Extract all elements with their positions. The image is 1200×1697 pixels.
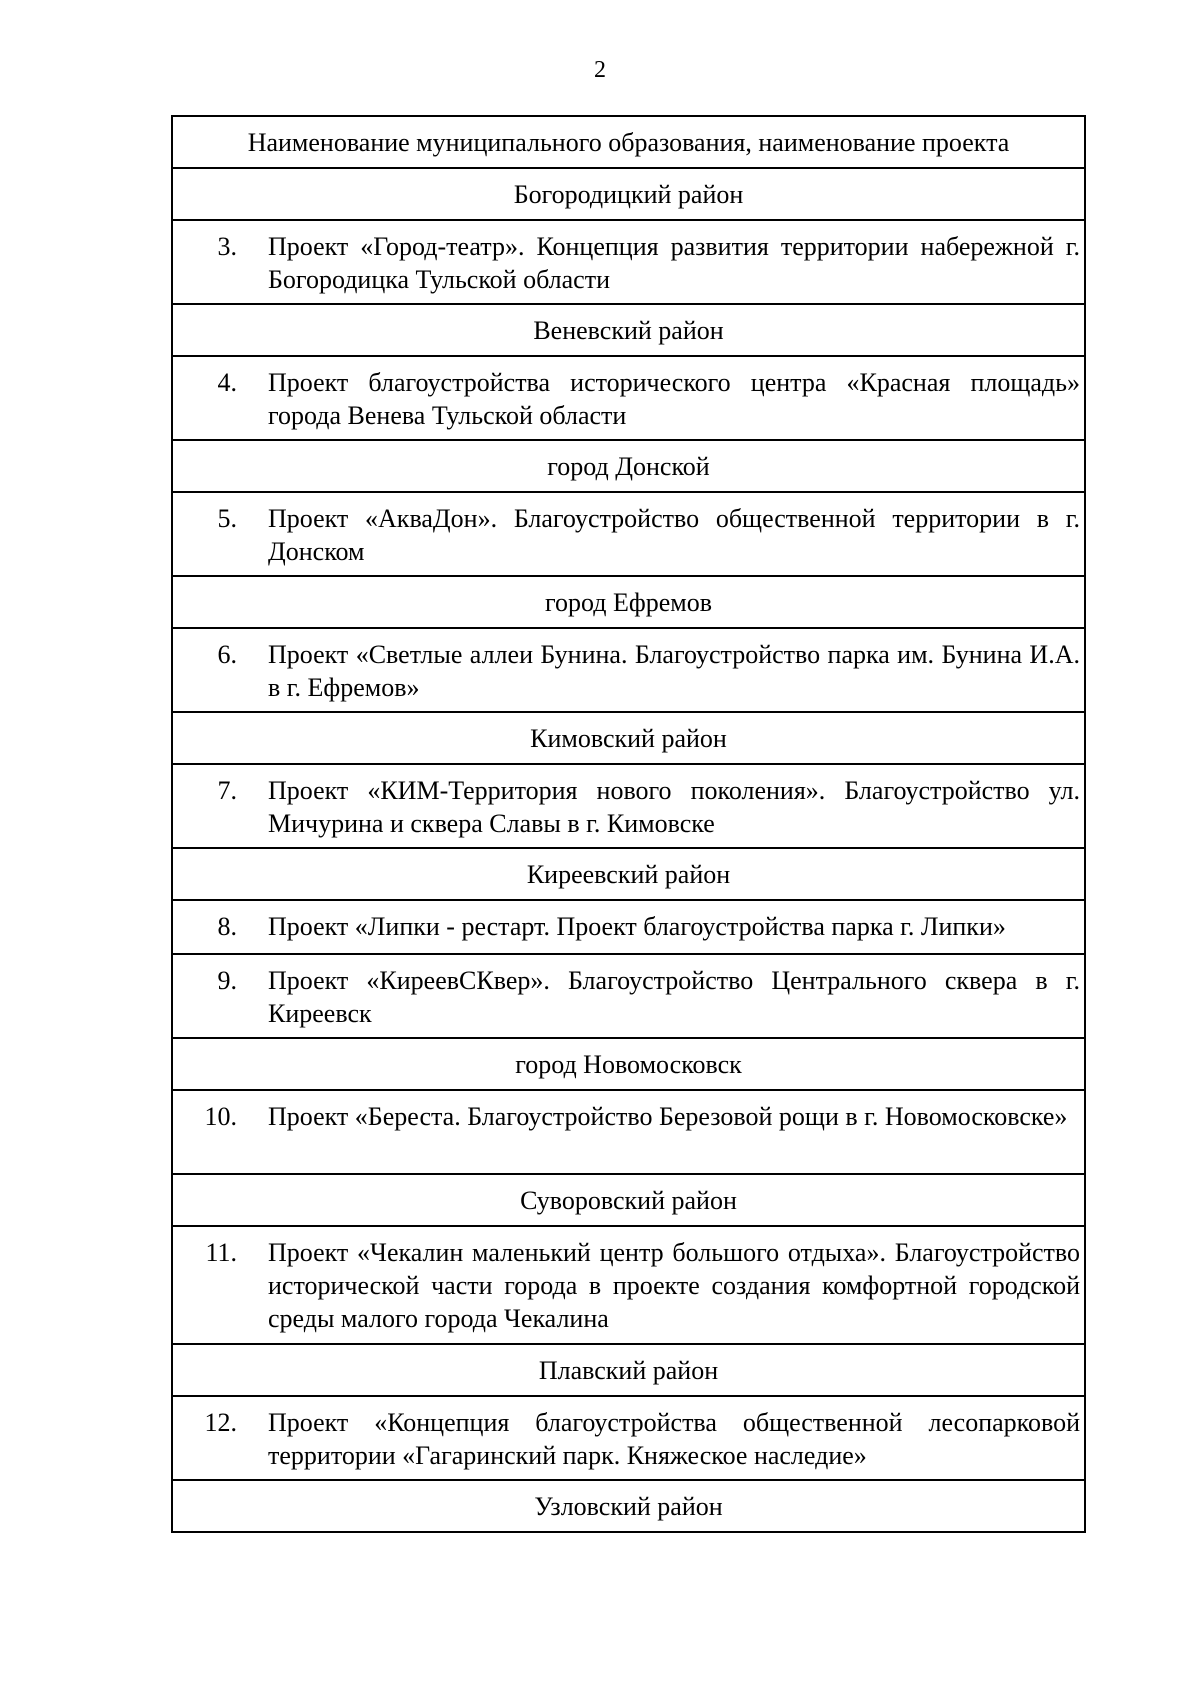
- project-number: 10.: [204, 1102, 237, 1131]
- district-row: [172, 168, 1085, 220]
- project-title: Проект «Береста. Благоустройство Березовой рощи в г. Новомосковске»: [268, 1102, 1068, 1131]
- district-row: [172, 304, 1085, 356]
- project-row: [172, 1226, 1085, 1344]
- district-name: Кимовский район: [172, 712, 1085, 764]
- project-number: 8.: [217, 912, 237, 941]
- district-row: [172, 848, 1085, 900]
- district-name: город Ефремов: [172, 576, 1085, 628]
- project-number: 7.: [217, 776, 237, 805]
- project-title: Проект «Концепция благоустройства общественной лесопарковой территории «Гагаринский парк. Княжеское наследие»: [268, 1408, 1080, 1470]
- project-number: 3.: [217, 232, 237, 261]
- project-title: Проект «Липки - рестарт. Проект благоустройства парка г. Липки»: [268, 912, 1006, 941]
- project-row: [172, 356, 1085, 440]
- district-row: [172, 1174, 1085, 1226]
- project-row: [172, 492, 1085, 576]
- table-header-cell: Наименование муниципального образования, наименование проекта: [172, 116, 1085, 168]
- project-title: Проект «Чекалин маленький центр большого отдыха». Благоустройство исторической части города в проекте создания комфортной городской среды малого города Чекалина: [268, 1238, 1080, 1333]
- district-row: [172, 440, 1085, 492]
- project-title: Проект «Город-театр». Концепция развития территории набережной г. Богородицка Тульской области: [268, 232, 1080, 294]
- project-row: [172, 900, 1085, 954]
- district-name: Плавский район: [172, 1344, 1085, 1396]
- district-row: [172, 1038, 1085, 1090]
- projects-table: [171, 115, 1086, 1533]
- project-number: 9.: [217, 966, 237, 995]
- district-name: Богородицкий район: [172, 168, 1085, 220]
- project-title: Проект «АкваДон». Благоустройство общественной территории в г. Донском: [268, 504, 1080, 566]
- district-row: [172, 712, 1085, 764]
- project-number: 4.: [217, 368, 237, 397]
- page-number: 2: [594, 57, 606, 83]
- project-title: Проект благоустройства исторического центра «Красная площадь» города Венева Тульской области: [268, 368, 1080, 430]
- district-name: город Новомосковск: [172, 1038, 1085, 1090]
- project-title: Проект «КИМ-Территория нового поколения». Благоустройство ул. Мичурина и сквера Славы в г. Кимовске: [268, 776, 1080, 838]
- project-row: [172, 1090, 1085, 1174]
- project-row: [172, 1396, 1085, 1480]
- project-number: 5.: [217, 504, 237, 533]
- district-name: Узловский район: [172, 1480, 1085, 1532]
- table-header-row: [172, 116, 1085, 168]
- district-name: Киреевский район: [172, 848, 1085, 900]
- project-row: [172, 628, 1085, 712]
- project-row: [172, 220, 1085, 304]
- project-number: 12.: [204, 1408, 237, 1437]
- project-title: Проект «Светлые аллеи Бунина. Благоустройство парка им. Бунина И.А. в г. Ефремов»: [268, 640, 1080, 702]
- project-title: Проект «КиреевСКвер». Благоустройство Центрального сквера в г. Киреевск: [268, 966, 1080, 1028]
- project-row: [172, 764, 1085, 848]
- project-number: 11.: [205, 1238, 237, 1267]
- district-row: [172, 1480, 1085, 1532]
- district-row: [172, 576, 1085, 628]
- district-row: [172, 1344, 1085, 1396]
- project-row: [172, 954, 1085, 1038]
- project-number: 6.: [217, 640, 237, 669]
- district-name: город Донской: [172, 440, 1085, 492]
- district-name: Суворовский район: [172, 1174, 1085, 1226]
- district-name: Веневский район: [172, 304, 1085, 356]
